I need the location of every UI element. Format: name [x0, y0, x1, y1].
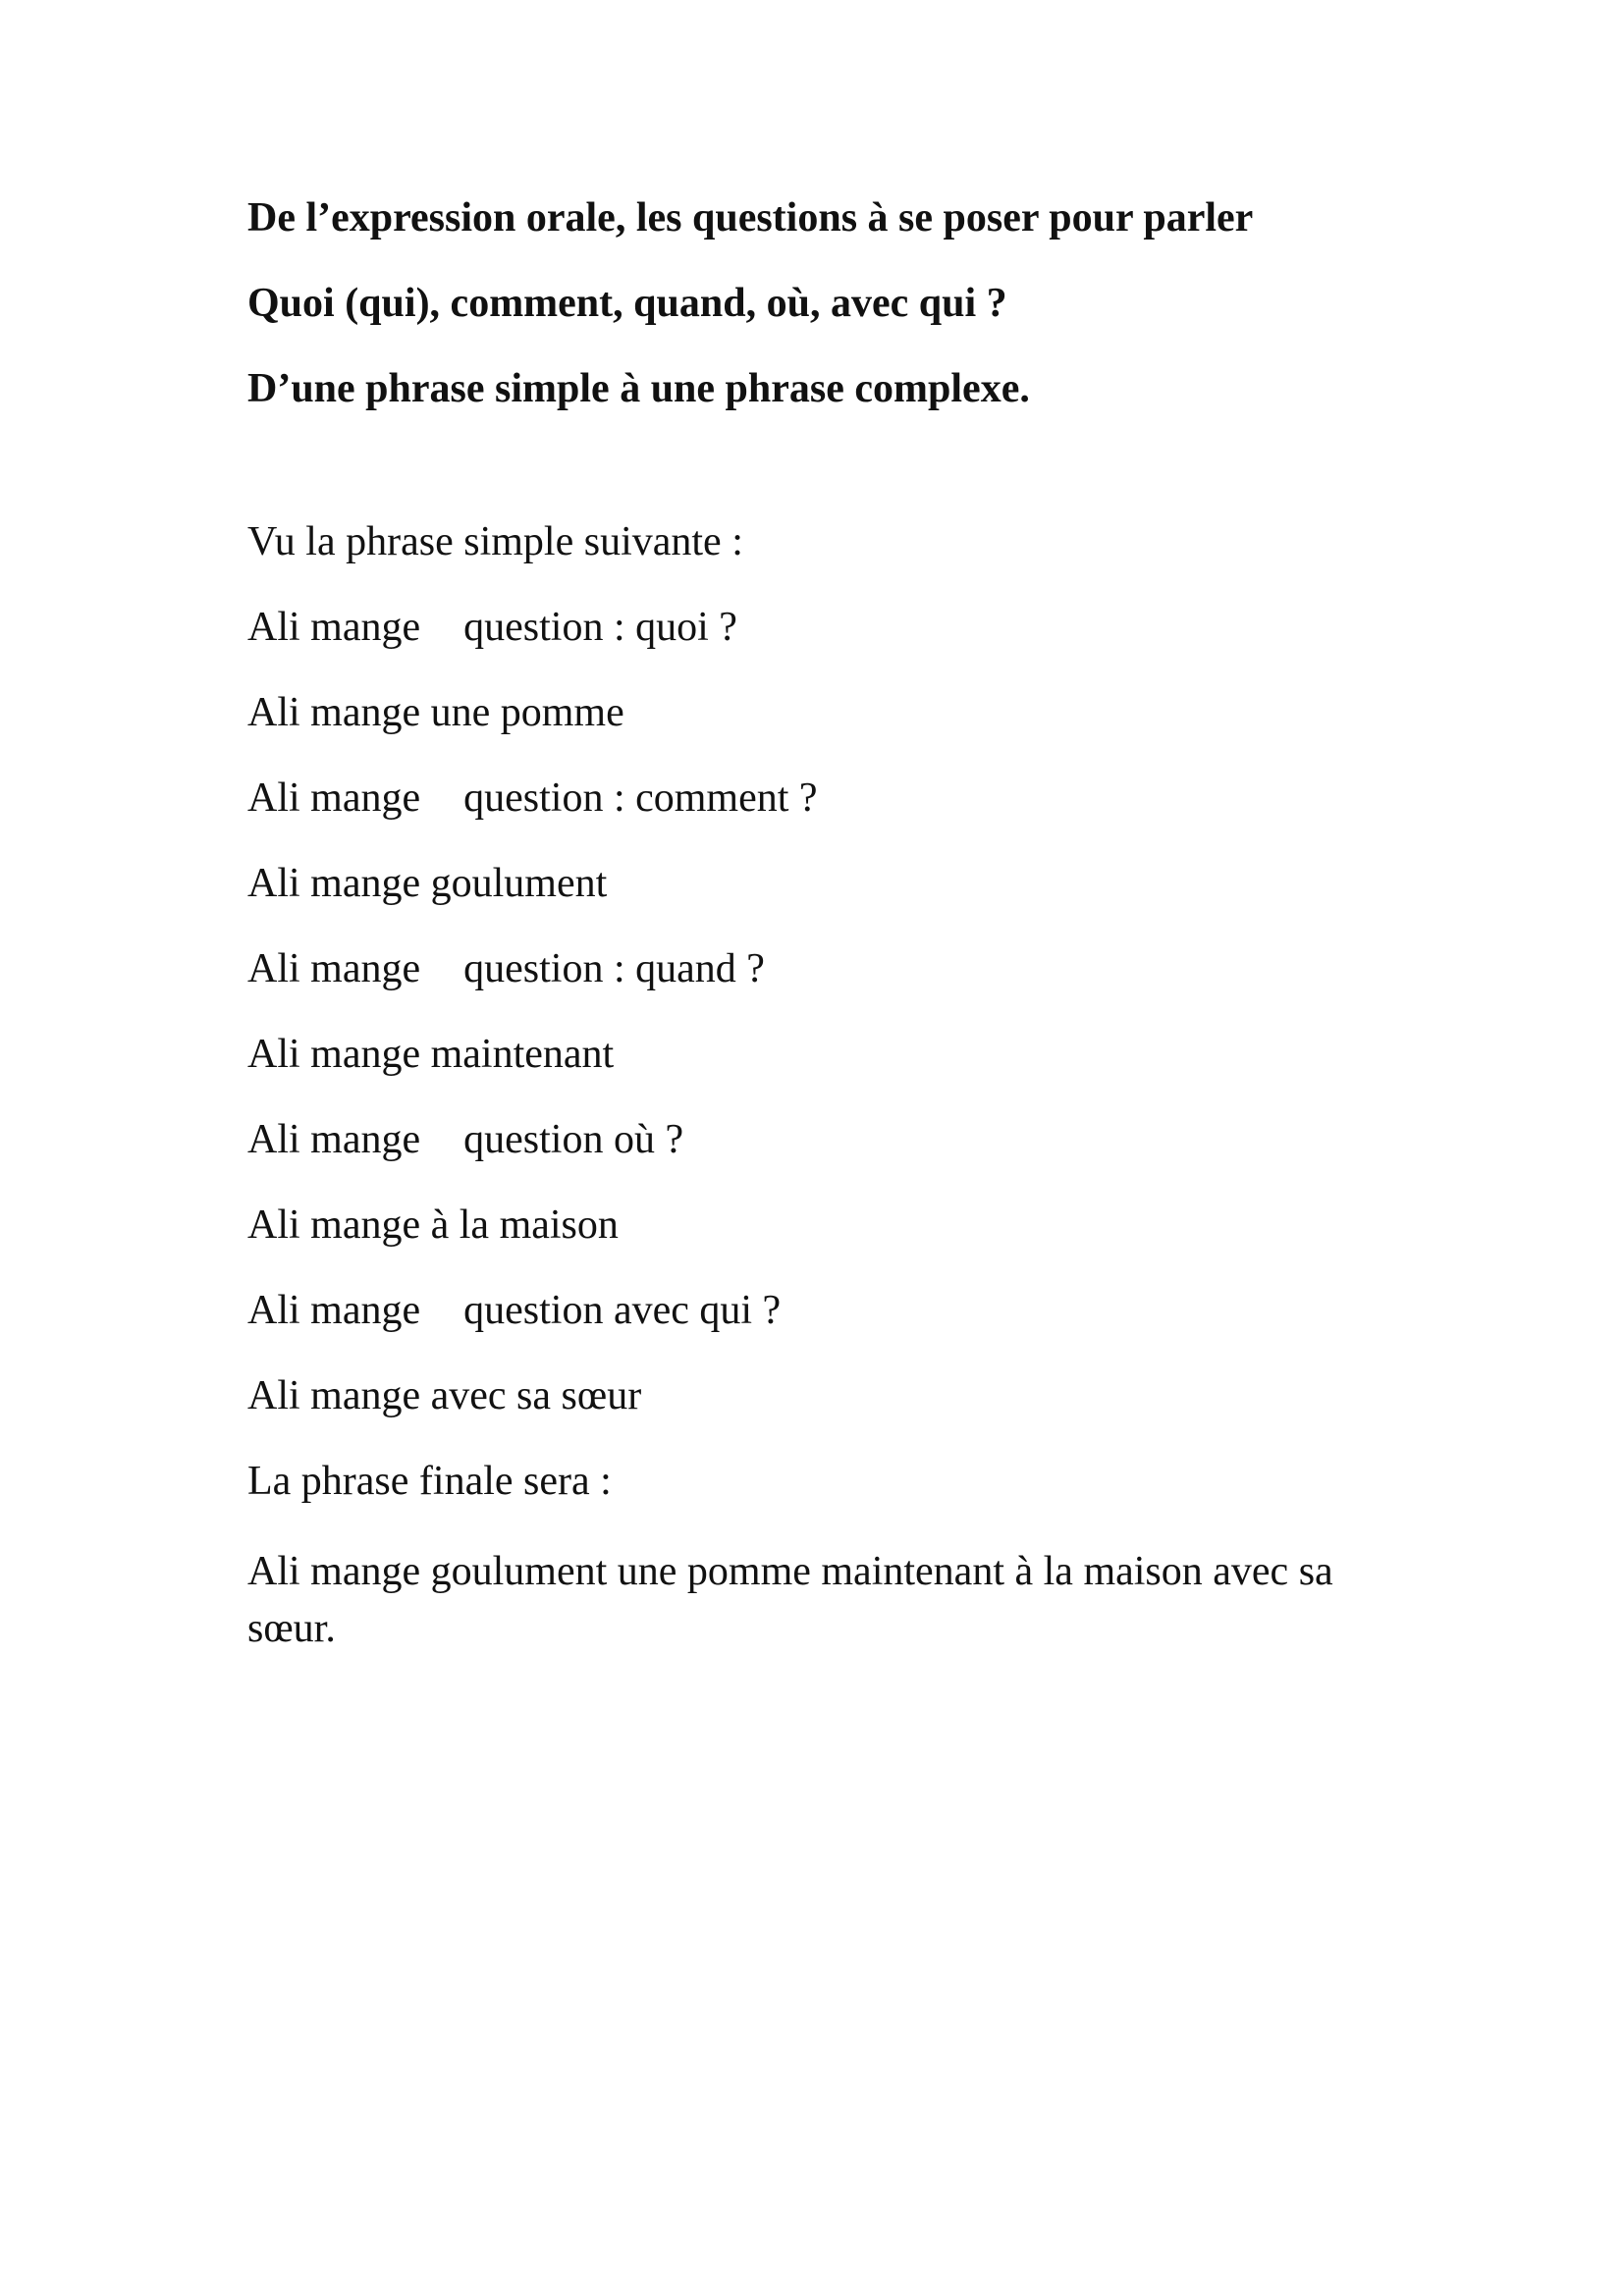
- title-line-3: D’une phrase simple à une phrase complexe.: [247, 366, 1030, 411]
- answer-line-quand: Ali mange maintenant: [247, 1032, 615, 1077]
- question-line-avec-qui: [247, 1287, 1377, 1334]
- question-subject: Ali mange: [247, 1288, 421, 1333]
- question-line-quoi: [247, 604, 1377, 651]
- answer-line-quoi: Ali mange une pomme: [247, 690, 624, 735]
- section-spacer: [247, 451, 1377, 518]
- answer-line-avec-qui: Ali mange avec sa sœur: [247, 1373, 642, 1418]
- question-subject: Ali mange: [247, 775, 421, 821]
- final-sentence: Ali mange goulument une pomme maintenant à la maison avec sa sœur.: [247, 1549, 1333, 1651]
- title-line-2: Quoi (qui), comment, quand, où, avec qui ?: [247, 281, 1007, 326]
- question-text: question : quoi ?: [463, 605, 737, 650]
- question-line-quand: [247, 945, 1377, 992]
- question-line-ou: [247, 1116, 1377, 1163]
- question-line-comment: [247, 774, 1377, 822]
- title-line-1: De l’expression orale, les questions à se poser pour parler: [247, 195, 1254, 240]
- question-subject: Ali mange: [247, 946, 421, 991]
- conclusion-label: La phrase finale sera :: [247, 1459, 612, 1504]
- question-text: question : quand ?: [463, 946, 765, 991]
- question-text: question : comment ?: [463, 775, 818, 821]
- answer-line-comment: Ali mange goulument: [247, 861, 608, 906]
- intro-text: Vu la phrase simple suivante :: [247, 519, 743, 564]
- question-text: question où ?: [463, 1117, 684, 1162]
- question-subject: Ali mange: [247, 1117, 421, 1162]
- answer-line-ou: Ali mange à la maison: [247, 1202, 619, 1248]
- question-text: question avec qui ?: [463, 1288, 782, 1333]
- document-content: [247, 194, 1377, 1657]
- question-subject: Ali mange: [247, 605, 421, 650]
